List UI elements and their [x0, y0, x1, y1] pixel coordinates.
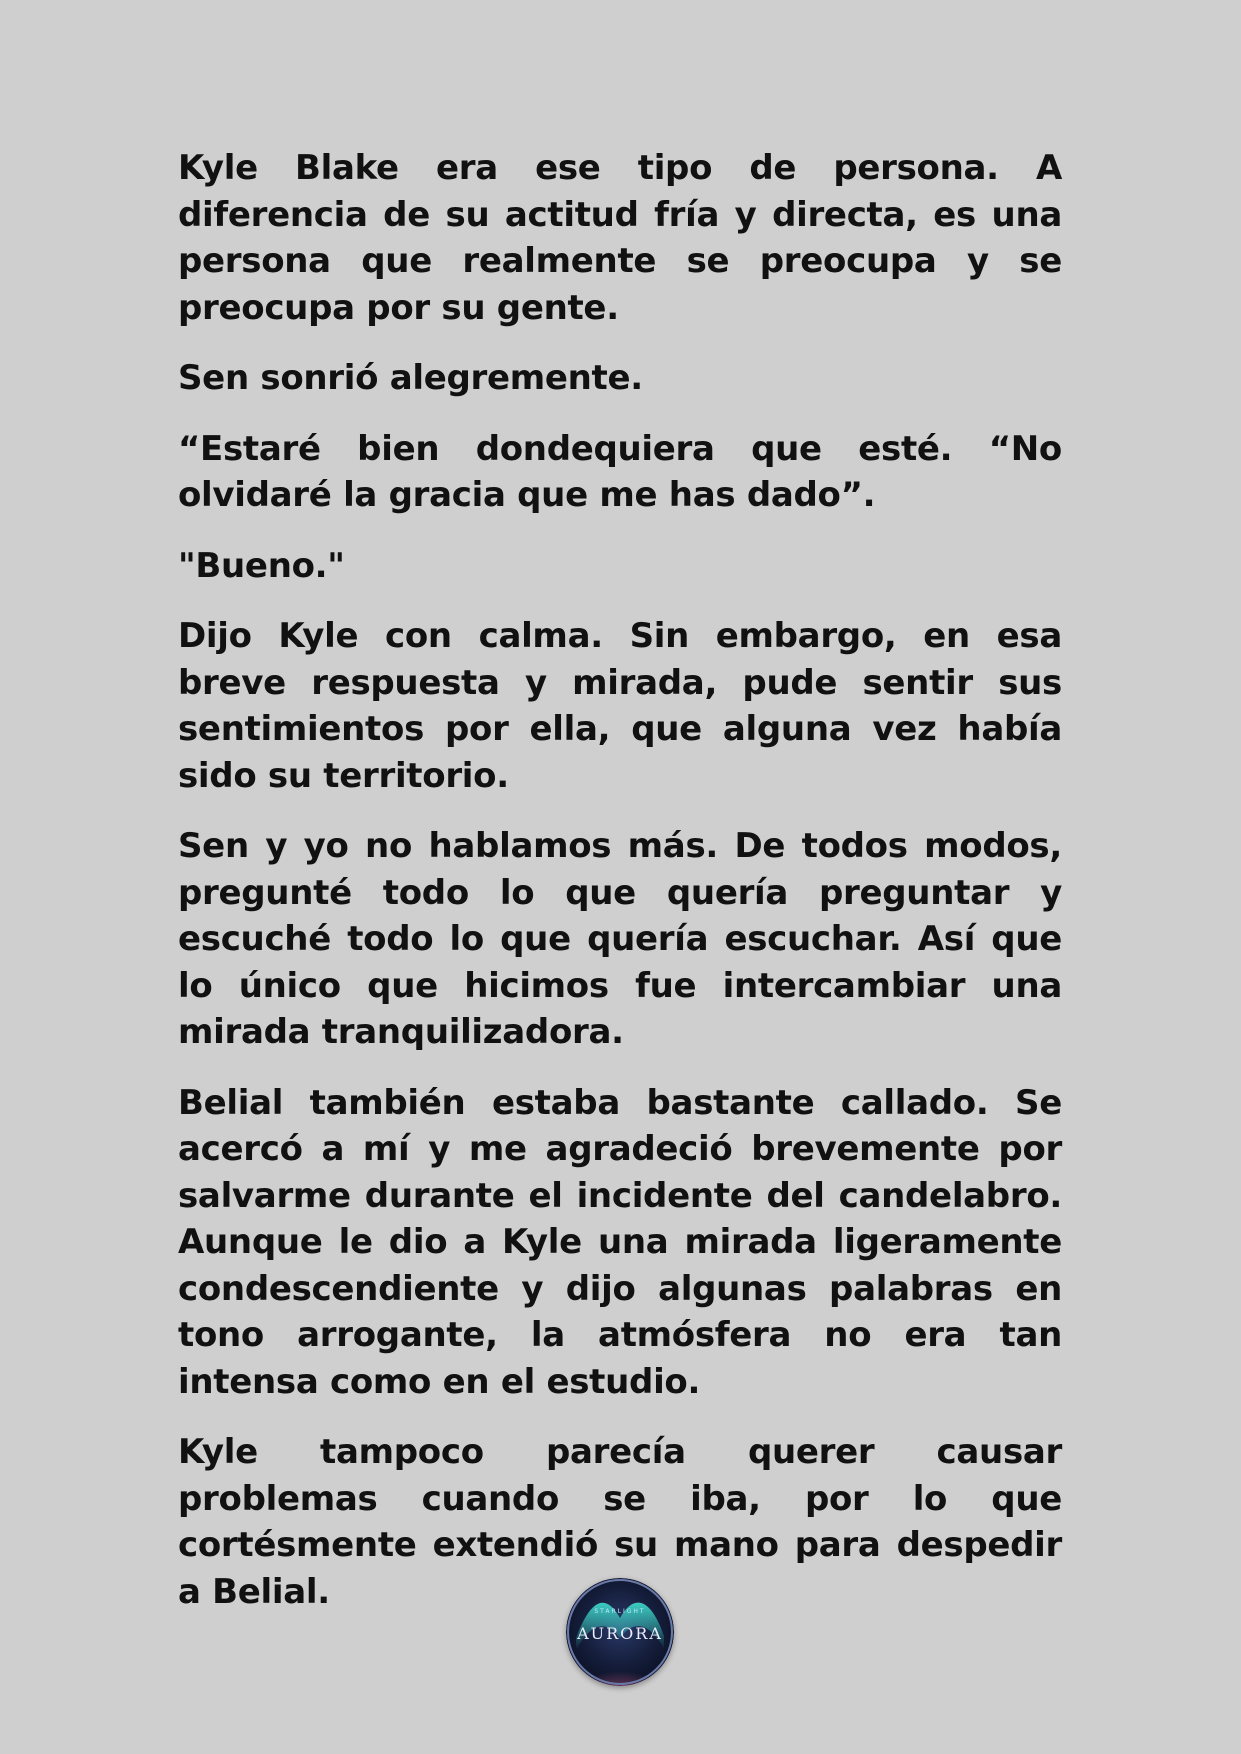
aurora-logo [566, 1578, 674, 1686]
paragraph: Kyle Blake era ese tipo de persona. A diferencia de su actitud fría y directa, es una persona que realmente se preocupa y se preocupa por su gente. [178, 148, 1062, 328]
paragraph: Belial también estaba bastante callado. Se acercó a mí y me agradeció brevemente por salvarme durante el incidente del candelabro. Aunque le dio a Kyle una mirada ligeramente condescendiente y dijo algunas palabras en tono arrogante, la atmósfera no era tan intensa como en el estudio. [178, 1082, 1062, 1402]
text-body [178, 145, 1062, 1639]
paragraph: "Bueno." [178, 545, 345, 586]
paragraph: Kyle tampoco parecía querer causar problemas cuando se iba, por lo que cortésmente extendió su mano para despedir a Belial. [178, 1432, 1062, 1612]
logo-text: AURORA [577, 1624, 663, 1643]
paragraph: Dijo Kyle con calma. Sin embargo, en esa breve respuesta y mirada, pude sentir sus sentimientos por ella, que alguna vez había sido su territorio. [178, 616, 1062, 796]
paragraph: Sen sonrió alegremente. [178, 358, 643, 398]
paragraph: “Estaré bien dondequiera que esté. “No olvidaré la gracia que me has dado”. [178, 428, 1062, 515]
paragraph: Sen y yo no hablamos más. De todos modos, pregunté todo lo que quería preguntar y escuché todo lo que quería escuchar. Así que lo único que hicimos fue intercambiar una mirada tranquilizadora. [178, 826, 1062, 1052]
logo-subtext: STARLIGHT [594, 1608, 646, 1615]
